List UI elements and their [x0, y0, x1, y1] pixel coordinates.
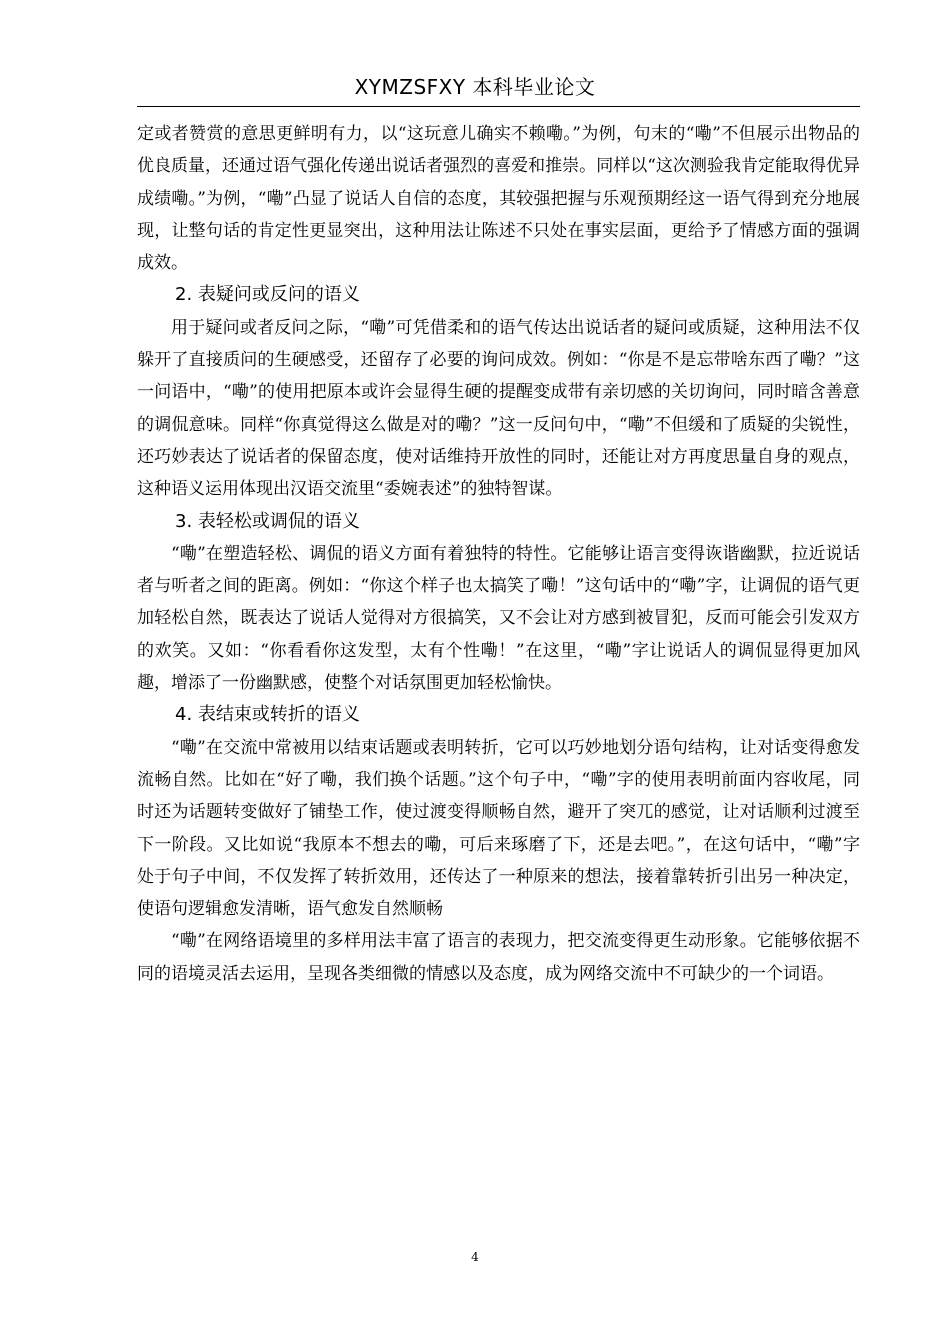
page-header-title: XYMZSFXY 本科毕业论文: [354, 75, 596, 99]
header-rule: [137, 106, 860, 107]
paragraph-question: 用于疑问或者反问之际，“嘞”可凭借柔和的语气传达出说话者的疑问或质疑，这种用法不仅躲开了直接质问的生硬感受，还留存了必要的询问成效。例如：“你是不是忘带啥东西了嘞？”这一问语中，“嘞”的使用把原本或许会显得生硬的提醒变成带有亲切感的关切询问，同时暗含善意的调侃意味。同样“你真觉得这么做是对的嘞？”这一反问句中，“嘞”不但缓和了质疑的尖锐性，还巧妙表达了说话者的保留态度，使对话维持开放性的同时，还能让对方再度思量自身的观点，这种语义运用体现出汉语交流里“委婉表述”的独特智谋。: [137, 317, 860, 500]
paragraph-humor: “嘞”在塑造轻松、调侃的语义方面有着独特的特性。它能够让语言变得诙谐幽默，拉近说话者与听者之间的距离。例如：“你这个样子也太搞笑了嘞！”这句话中的“嘞”字，让调侃的语气更加轻松自然，既表达了说话人觉得对方很搞笑，又不会让对方感到被冒犯，反而可能会引发双方的欢笑。又如：“你看看你这发型，太有个性嘞！”在这里，“嘞”字让说话人的调侃显得更加风趣，增添了一份幽默感，使整个对话氛围更加轻松愉快。: [137, 543, 860, 694]
section-heading-3: 3. 表轻松或调侃的语义: [175, 510, 360, 532]
paragraph-transition: “嘞”在交流中常被用以结束话题或表明转折，它可以巧妙地划分语句结构，让对话变得愈发流畅自然。比如在“好了嘞，我们换个话题。”这个句子中，“嘞”字的使用表明前面内容收尾，同时还为话题转变做好了铺垫工作，使过渡变得顺畅自然，避开了突兀的感觉，让对话顺利过渡至下一阶段。又比如说“我原本不想去的嘞，可后来琢磨了下，还是去吧。”，在这句话中，“嘞”字处于句子中间，不仅发挥了转折效用，还传达了一种原来的想法，接着靠转折引出另一种决定，使语句逻辑愈发清晰，语气愈发自然顺畅: [137, 737, 860, 920]
section-heading-4: 4. 表结束或转折的语义: [175, 704, 360, 726]
paragraph-continued: 定或者赞赏的意思更鲜明有力，以“这玩意儿确实不赖嘞。”为例，句末的“嘞”不但展示出物品的优良质量，还通过语气强化传递出说话者强烈的喜爱和推崇。同样以“这次测验我肯定能取得优异成绩嘞。”为例，“嘞”凸显了说话人自信的态度，其较强把握与乐观预期经这一语气得到充分地展现，让整句话的肯定性更显突出，这种用法让陈述不只处在事实层面，更给予了情感方面的强调成效。: [137, 124, 860, 274]
paragraph-summary: “嘞”在网络语境里的多样用法丰富了语言的表现力，把交流变得更生动形象。它能够依据不同的语境灵活去运用，呈现各类细微的情感以及态度，成为网络交流中不可缺少的一个词语。: [137, 931, 860, 984]
page-number: 4: [471, 1250, 479, 1264]
document-body: [137, 118, 860, 990]
section-heading-2: 2. 表疑问或反问的语义: [175, 284, 360, 306]
